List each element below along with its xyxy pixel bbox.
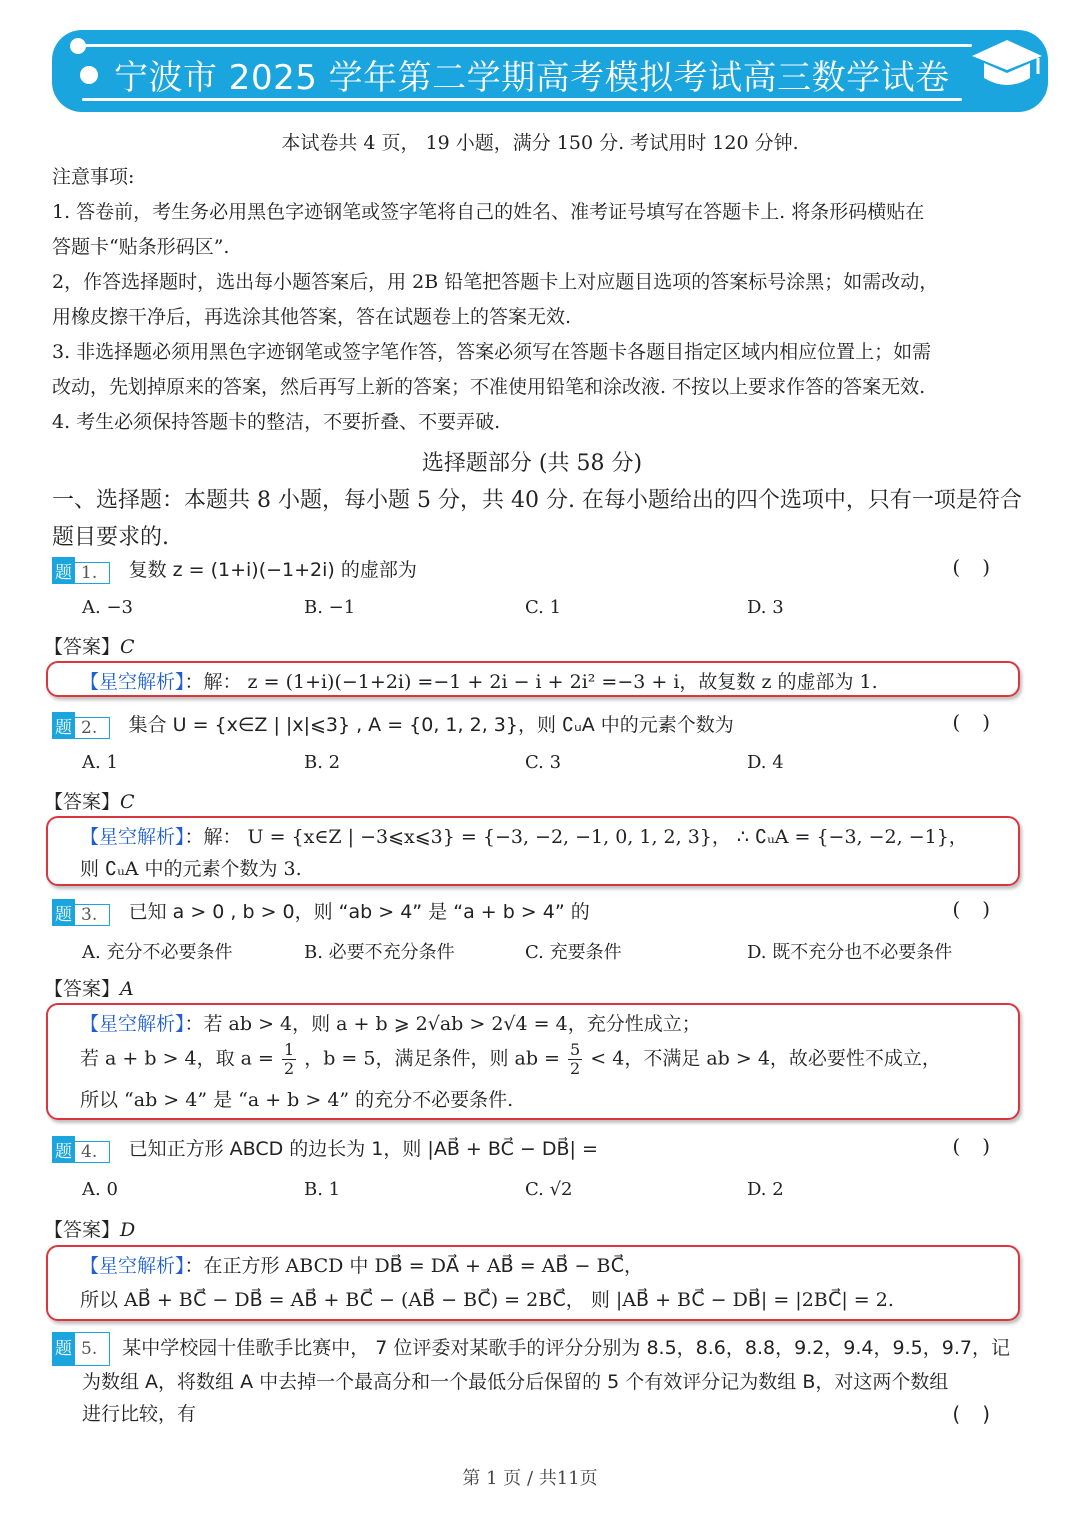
- notes-line: 1. 答卷前，考生务必用黑色字迹钢笔或签字笔将自己的姓名、准考证号填写在答题卡上. 将条形码横贴在: [52, 201, 925, 223]
- notes-heading: 注意事项:: [52, 166, 135, 188]
- question-tag: 题 3.: [52, 899, 122, 926]
- analysis-box-2: [46, 816, 1020, 886]
- question-1: [52, 555, 1012, 584]
- question-stem: 已知 a > 0 , b > 0，则 “ab > 4” 是 “a + b > 4” 的: [128, 901, 590, 923]
- notes-line: 用橡皮擦干净后，再选涂其他答案，答在试题卷上的答案无效.: [52, 306, 572, 328]
- answer-paren: (): [952, 555, 1012, 579]
- option-b: B. −1: [304, 597, 356, 618]
- answer-1: 【答案】C: [44, 636, 135, 658]
- option-a: A. 1: [82, 752, 118, 773]
- question-stem: 复数 z = (1+i)(−1+2i) 的虚部为: [128, 559, 417, 581]
- question-4: [52, 1134, 1012, 1163]
- banner-rule-top: [82, 44, 972, 47]
- exam-title: 宁波市 2025 学年第二学期高考模拟考试高三数学试卷: [114, 58, 950, 98]
- analysis-label: 【星空解析】: [80, 1013, 185, 1035]
- analysis-label: 【星空解析】: [80, 671, 185, 693]
- answer-2: 【答案】C: [44, 791, 135, 813]
- option-a: A. 充分不必要条件: [82, 942, 233, 963]
- option-c: C. √2: [525, 1179, 573, 1200]
- answer-4: 【答案】D: [44, 1219, 136, 1241]
- question-2: [52, 710, 1012, 739]
- option-d: D. 3: [747, 597, 784, 618]
- answer-3: 【答案】A: [44, 978, 134, 1000]
- analysis-text: ，b = 5，满足条件，则 ab =: [304, 1047, 560, 1070]
- graduation-cap-icon: [970, 36, 1044, 96]
- option-d: D. 既不充分也不必要条件: [747, 942, 953, 963]
- question-tag: 题 1.: [52, 557, 122, 584]
- answer-paren: (): [952, 897, 1012, 921]
- option-c: C. 充要条件: [525, 942, 622, 963]
- title-banner: [52, 30, 1048, 112]
- option-b: B. 必要不充分条件: [304, 942, 455, 963]
- question-stem: 集合 U = {x∈Z | |x|⩽3} , A = {0, 1, 2, 3}，则 ∁ᵤA 中的元素个数为: [128, 714, 734, 736]
- question-tag: 题 4.: [52, 1136, 122, 1163]
- question-stem: 某中学校园十佳歌手比赛中， 7 位评委对某歌手的评分分别为 8.5，8.6，8.8，9.2，9.4，9.5，9.7，记: [122, 1337, 1010, 1359]
- analysis-text: ：在正方形 ABCD 中 DB⃗ = DA⃗ + AB⃗ = AB⃗ − BC⃗，: [184, 1255, 644, 1277]
- analysis-box-4: [46, 1245, 1020, 1321]
- option-a: A. −3: [82, 597, 133, 618]
- analysis-text: 若 a + b > 4，取 a =: [80, 1047, 274, 1070]
- notes-line: 4. 考生必须保持答题卡的整洁，不要折叠、不要弄破.: [52, 411, 501, 433]
- notes-line: 答题卡“贴条形码区”.: [52, 236, 230, 258]
- notes-line: 改动，先划掉原来的答案，然后再写上新的答案；不准使用铅笔和涂改液. 不按以上要求作答的答案无效.: [52, 376, 926, 398]
- question-stem-line: 进行比较，有 (): [52, 1398, 1012, 1430]
- analysis-text: < 4，不满足 ab > 4，故必要性不成立，: [590, 1047, 941, 1070]
- analysis-text: ：若 ab > 4，则 a + b ⩾ 2√ab > 2√4 = 4，充分性成立；: [184, 1013, 701, 1035]
- option-a: A. 0: [82, 1179, 118, 1200]
- page-footer: 第 1 页 / 共11页: [462, 1468, 598, 1489]
- bullet-dot-icon: [80, 66, 98, 84]
- fraction-five-halves: $\frac{5}{2}$: [570, 1040, 581, 1078]
- answer-paren: (): [952, 1134, 1012, 1158]
- analysis-text: 则 ∁ᵤA 中的元素个数为 3.: [80, 858, 302, 880]
- notes-line: 2，作答选择题时，选出每小题答案后，用 2B 铅笔把答题卡上对应题目选项的答案标号涂黑；如需改动，: [52, 271, 939, 293]
- notes-line: 3. 非选择题必须用黑色字迹钢笔或签字笔作答，答案必须写在答题卡各题目指定区域内相应位置上；如需: [52, 341, 932, 363]
- question-5: [52, 1332, 1012, 1430]
- option-c: C. 1: [525, 597, 562, 618]
- option-b: B. 1: [304, 1179, 341, 1200]
- option-d: D. 2: [747, 1179, 784, 1200]
- fraction-one-half: $\frac{1}{2}$: [284, 1040, 295, 1078]
- answer-paren: (): [952, 710, 1012, 734]
- banner-rule-bottom: [82, 98, 962, 101]
- analysis-label: 【星空解析】: [80, 826, 185, 848]
- question-3: [52, 897, 1012, 926]
- analysis-text: ：解： z = (1+i)(−1+2i) =−1 + 2i − i + 2i² =−3 + i，故复数 z 的虚部为 1.: [184, 671, 878, 693]
- part-title: 一、选择题：本题共 8 小题，每小题 5 分，共 40 分. 在每小题给出的四个选项中，只有一项是符合题目要求的.: [52, 488, 1022, 550]
- analysis-text: ：解： U = {x∈Z | −3⩽x⩽3} = {−3, −2, −1, 0, 1, 2, 3}， ∴ ∁ᵤA = {−3, −2, −1}，: [184, 826, 968, 848]
- option-d: D. 4: [747, 752, 784, 773]
- answer-paren: (): [952, 1402, 1012, 1426]
- notes-section: [52, 160, 1012, 440]
- option-b: B. 2: [304, 752, 341, 773]
- option-c: C. 3: [525, 752, 562, 773]
- exam-subtitle: 本试卷共 4 页， 19 小题，满分 150 分. 考试用时 120 分钟.: [281, 132, 799, 154]
- analysis-box-1: [46, 661, 1020, 697]
- analysis-text: 所以 AB⃗ + BC⃗ − DB⃗ = AB⃗ + BC⃗ − (AB⃗ − BC⃗) = 2BC⃗， 则 |AB⃗ + BC⃗ − DB⃗| = |2BC⃗| = 2.: [80, 1289, 894, 1311]
- analysis-box-3: [46, 1003, 1020, 1120]
- question-tag: 题 2.: [52, 712, 122, 739]
- question-tag: 题 5.: [52, 1332, 122, 1366]
- analysis-label: 【星空解析】: [80, 1255, 185, 1277]
- question-stem-line: 为数组 A，将数组 A 中去掉一个最高分和一个最低分后保留的 5 个有效评分记为数组 B，对这两个数组: [82, 1371, 949, 1393]
- section-title: 选择题部分 (共 58 分): [421, 451, 643, 476]
- analysis-text: 所以 “ab > 4” 是 “a + b > 4” 的充分不必要条件.: [80, 1089, 514, 1111]
- question-stem: 已知正方形 ABCD 的边长为 1，则 |AB⃗ + BC⃗ − DB⃗| =: [128, 1138, 598, 1160]
